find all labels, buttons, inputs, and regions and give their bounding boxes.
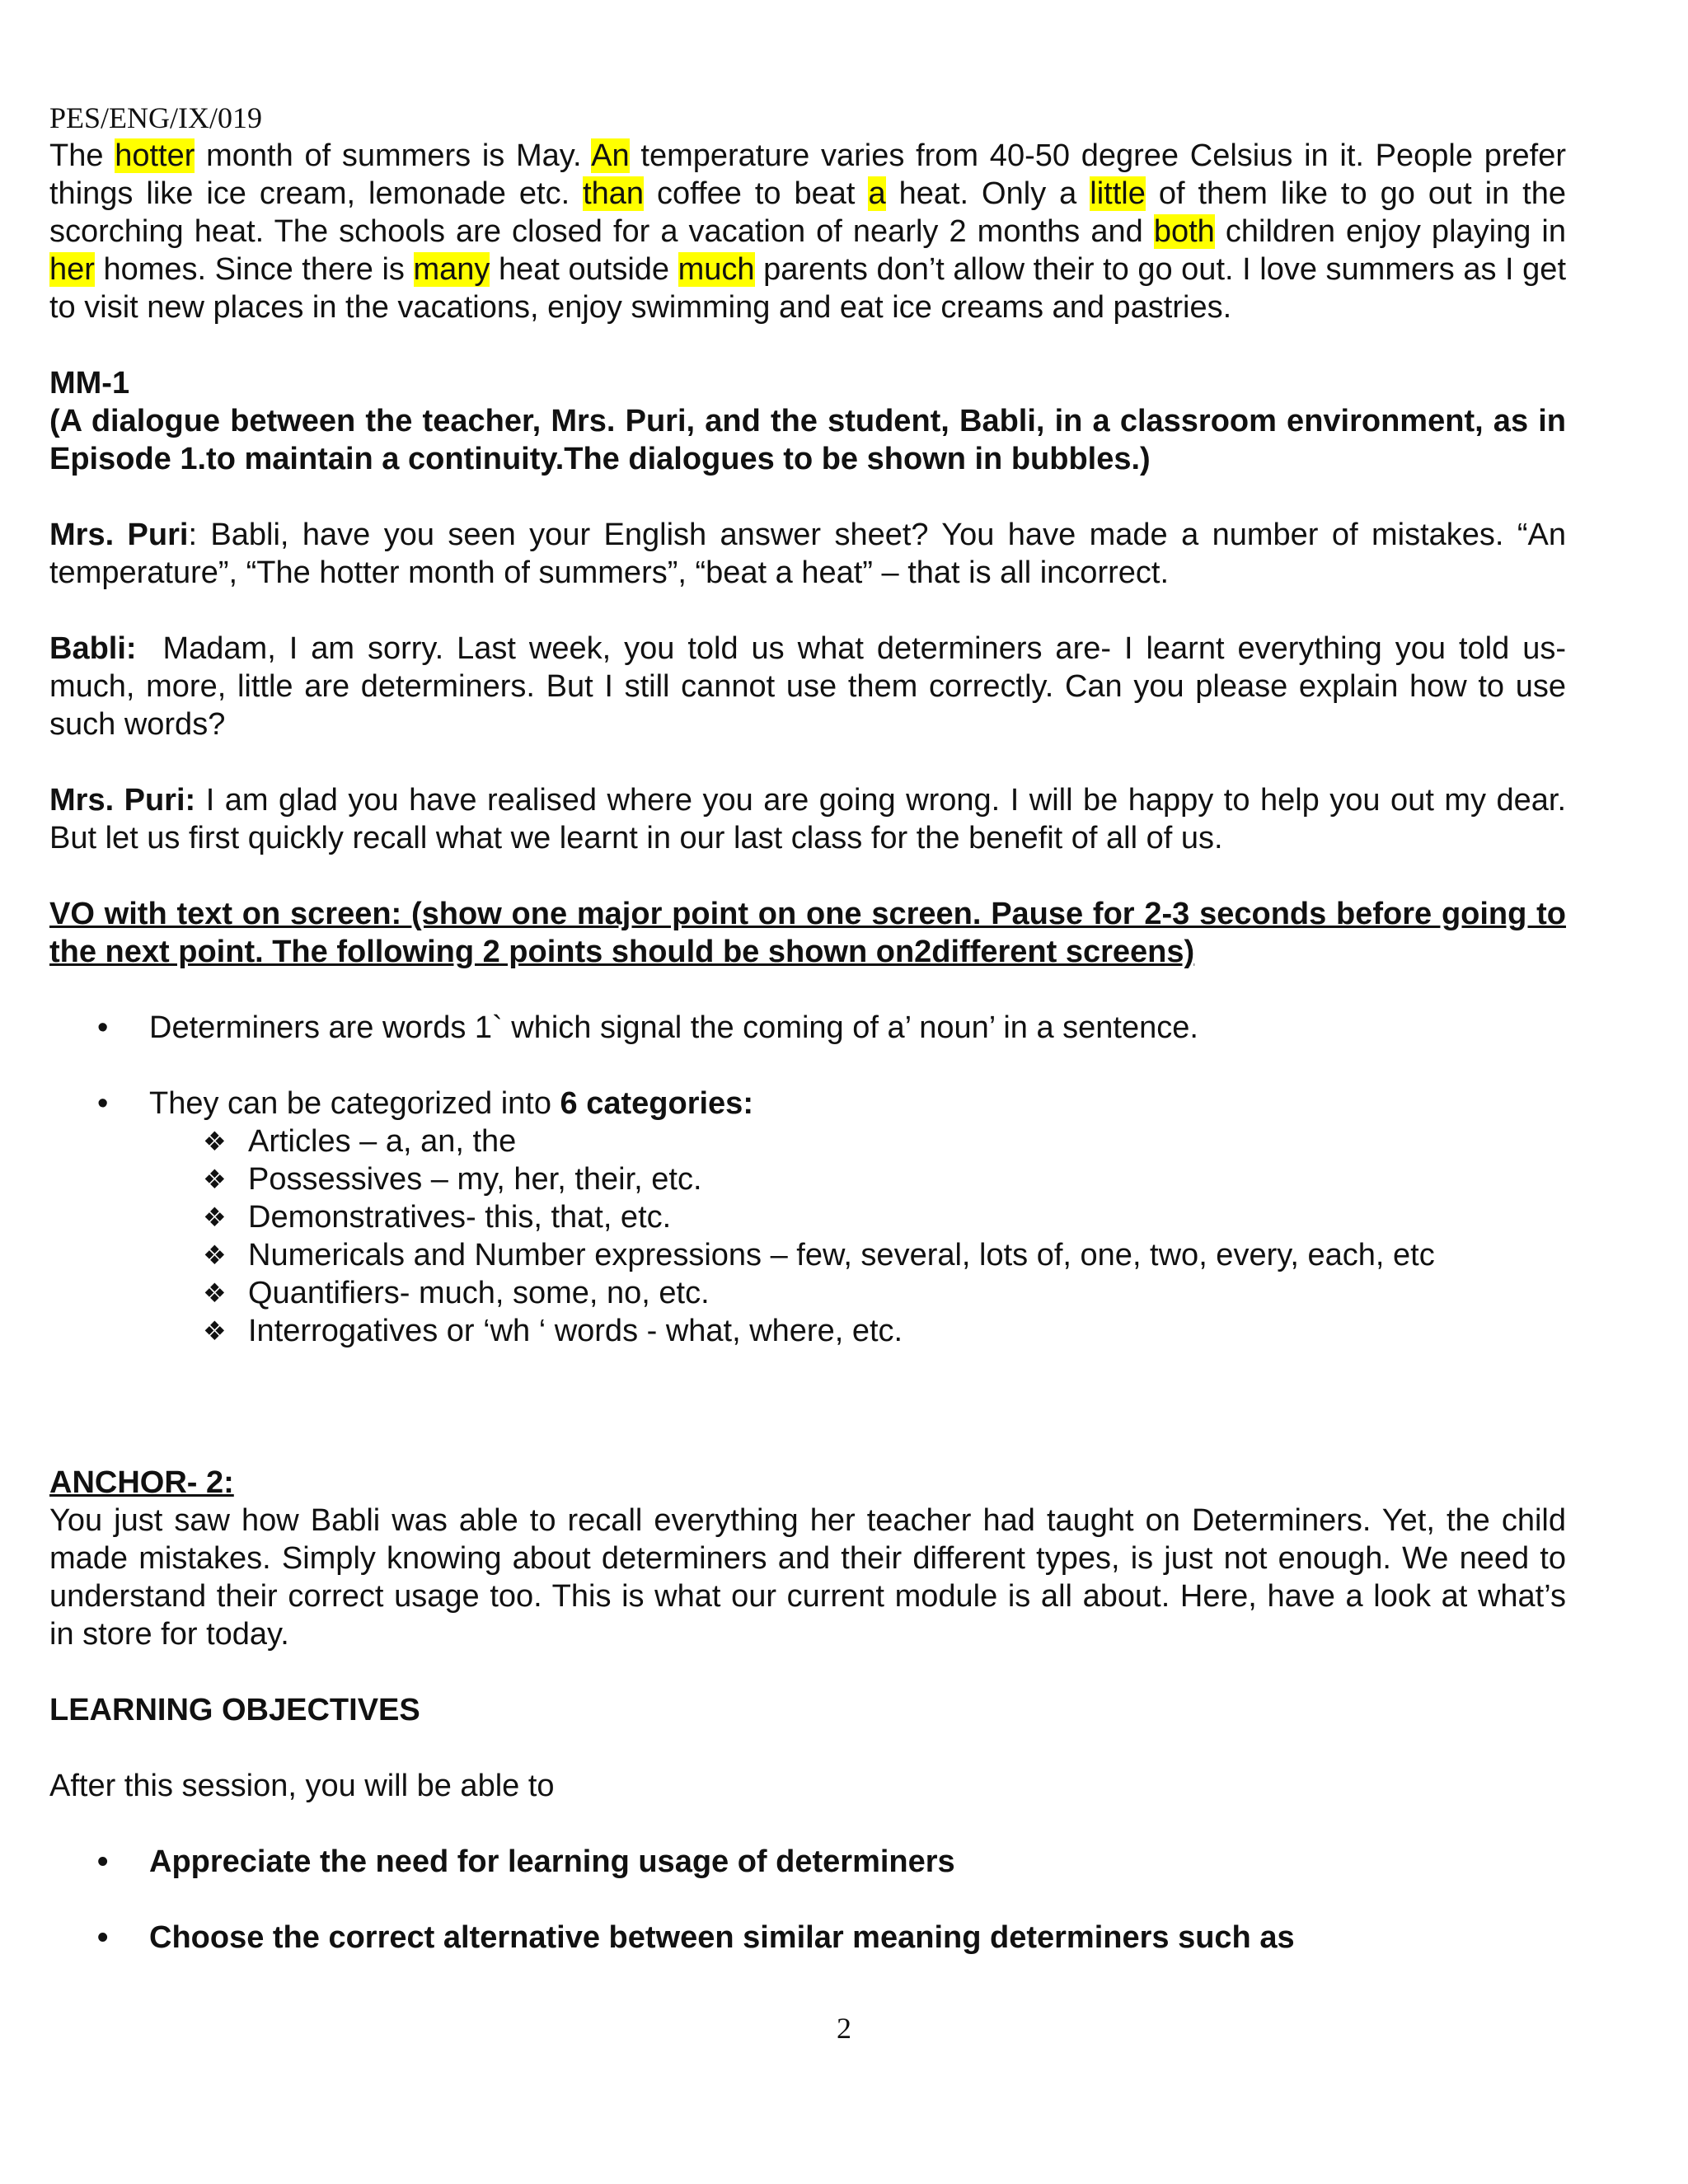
dialogue-text: Madam, I am sorry. Last week, you told us what determiners are- I learnt everything you told us- much, more, little are determiners. But I still cannot use them correctly. Can you please explain how to use such words? xyxy=(49,631,1566,742)
document-page xyxy=(49,99,1566,1957)
highlighted-word: a xyxy=(868,176,886,211)
anchor2-heading: ANCHOR- 2: xyxy=(49,1465,234,1500)
highlighted-word: much xyxy=(678,252,755,287)
intro-text: coffee to beat xyxy=(644,176,869,211)
bullet-icon: • xyxy=(97,1010,109,1045)
list-item: ❖ Quantifiers- much, some, no, etc. xyxy=(203,1276,710,1310)
intro-paragraph xyxy=(49,137,1566,326)
intro-text: parents don’t allow their to go out. I love summers as I get to visit new places in the vacations, enjoy swimming and eat ice creams and pastries. xyxy=(49,252,1566,325)
objectives-heading: LEARNING OBJECTIVES xyxy=(49,1693,420,1727)
intro-text: month of summers is May. xyxy=(195,138,592,173)
intro-text: heat. Only a xyxy=(885,176,1090,211)
bullet-icon: • xyxy=(97,1844,109,1879)
objectives-lead: After this session, you will be able to xyxy=(49,1769,555,1803)
diamond-bullet-icon: ❖ xyxy=(203,1240,227,1270)
mm1-heading: MM-1 xyxy=(49,366,130,401)
list-item: ❖ Interrogatives or ‘wh ‘ words - what, where, etc. xyxy=(203,1314,903,1348)
list-item xyxy=(49,1009,1566,1047)
list-item xyxy=(49,1085,1566,1122)
diamond-bullet-icon: ❖ xyxy=(203,1278,227,1308)
highlighted-word: An xyxy=(591,138,630,173)
list-item: ❖ Possessives – my, her, their, etc. xyxy=(203,1162,702,1197)
vo-point-text: They can be categorized into xyxy=(149,1086,560,1121)
document-id: PES/ENG/IX/019 xyxy=(49,101,263,134)
diamond-bullet-icon: ❖ xyxy=(203,1202,227,1232)
dialogue-line: Mrs. Puri: Babli, have you seen your English answer sheet? You have made a number of mistakes. “An temperature”, “The hotter month of summers”, “beat a heat” – that is all incorrect. xyxy=(49,518,1566,590)
highlighted-word: than xyxy=(583,176,645,211)
intro-text: children enjoy playing in xyxy=(1214,214,1566,249)
intro-text: heat outside xyxy=(490,252,678,287)
list-item: • Appreciate the need for learning usage of determiners xyxy=(97,1844,955,1879)
mm1-note: (A dialogue between the teacher, Mrs. Puri, and the student, Babli, in a classroom environment, as in Episode 1.to maintain a continuity.The dialogues to be shown in bubbles.) xyxy=(49,404,1566,476)
bullet-icon: • xyxy=(97,1920,109,1955)
dialogue-line xyxy=(49,781,1566,857)
list-item: ❖ Demonstratives- this, that, etc. xyxy=(203,1200,672,1235)
highlighted-word: hotter xyxy=(115,138,195,173)
speaker-name: Mrs. Puri: xyxy=(49,783,196,818)
highlighted-word: little xyxy=(1090,176,1146,211)
diamond-bullet-icon: ❖ xyxy=(203,1127,227,1156)
diamond-bullet-icon: ❖ xyxy=(203,1165,227,1194)
vo-points xyxy=(49,1009,1566,1122)
vo-point-emphasis: 6 categories: xyxy=(560,1086,753,1121)
speaker-name: Babli: xyxy=(49,631,137,666)
list-item: • Choose the correct alternative between similar meaning determiners such as xyxy=(97,1920,1295,1955)
intro-text: The xyxy=(49,138,115,173)
category-list xyxy=(49,1122,1566,1350)
dialogue-line xyxy=(49,630,1566,743)
dialogue-text: Babli, have you seen your English answer sheet? You have made a number of mistakes. “An temperature”, “The hotter month of summers”, “beat a heat” – that is all incorrect. xyxy=(49,518,1566,590)
intro-text: homes. Since there is xyxy=(94,252,414,287)
highlighted-word: her xyxy=(49,252,95,287)
anchor2-text: You just saw how Babli was able to recall everything her teacher had taught on Determiners. Yet, the child made mistakes. Simply knowing about determiners and their different types, is just not enough. We need to understand their correct usage too. This is what our current module is all about. Here, have a look at what’s in store for today. xyxy=(49,1503,1566,1652)
speaker-name: Mrs. Puri xyxy=(49,518,189,552)
intro-text: temperature varies from 40-50 degree Celsius in it. People prefer things like ice cream, lemonade etc. xyxy=(49,138,1567,211)
diamond-bullet-icon: ❖ xyxy=(203,1316,227,1346)
bullet-icon: • xyxy=(97,1086,109,1121)
highlighted-word: both xyxy=(1153,214,1215,249)
intro-text: of them like to go out in the scorching heat. The schools are closed for a vacation of nearly 2 months and xyxy=(49,176,1566,249)
vo-heading: VO with text on screen: (show one major point on one screen. Pause for 2-3 seconds before going to the next point. The following 2 points should be shown on2different screens) xyxy=(49,897,1566,969)
list-item: ❖ Articles – a, an, the xyxy=(203,1124,517,1159)
dialogue-text: I am glad you have realised where you are going wrong. I will be happy to help you out my dear. But let us first quickly recall what we learnt in our last class for the benefit of all of us. xyxy=(49,783,1567,855)
objectives-list xyxy=(49,1843,1566,1957)
highlighted-word: many xyxy=(413,252,490,287)
list-item: ❖ Numericals and Number expressions – few, several, lots of, one, two, every, each, etc xyxy=(203,1238,1435,1272)
vo-point-text: Determiners are words 1` which signal the coming of a’ noun’ in a sentence. xyxy=(149,1010,1198,1045)
page-number: 2 xyxy=(837,2012,851,2045)
